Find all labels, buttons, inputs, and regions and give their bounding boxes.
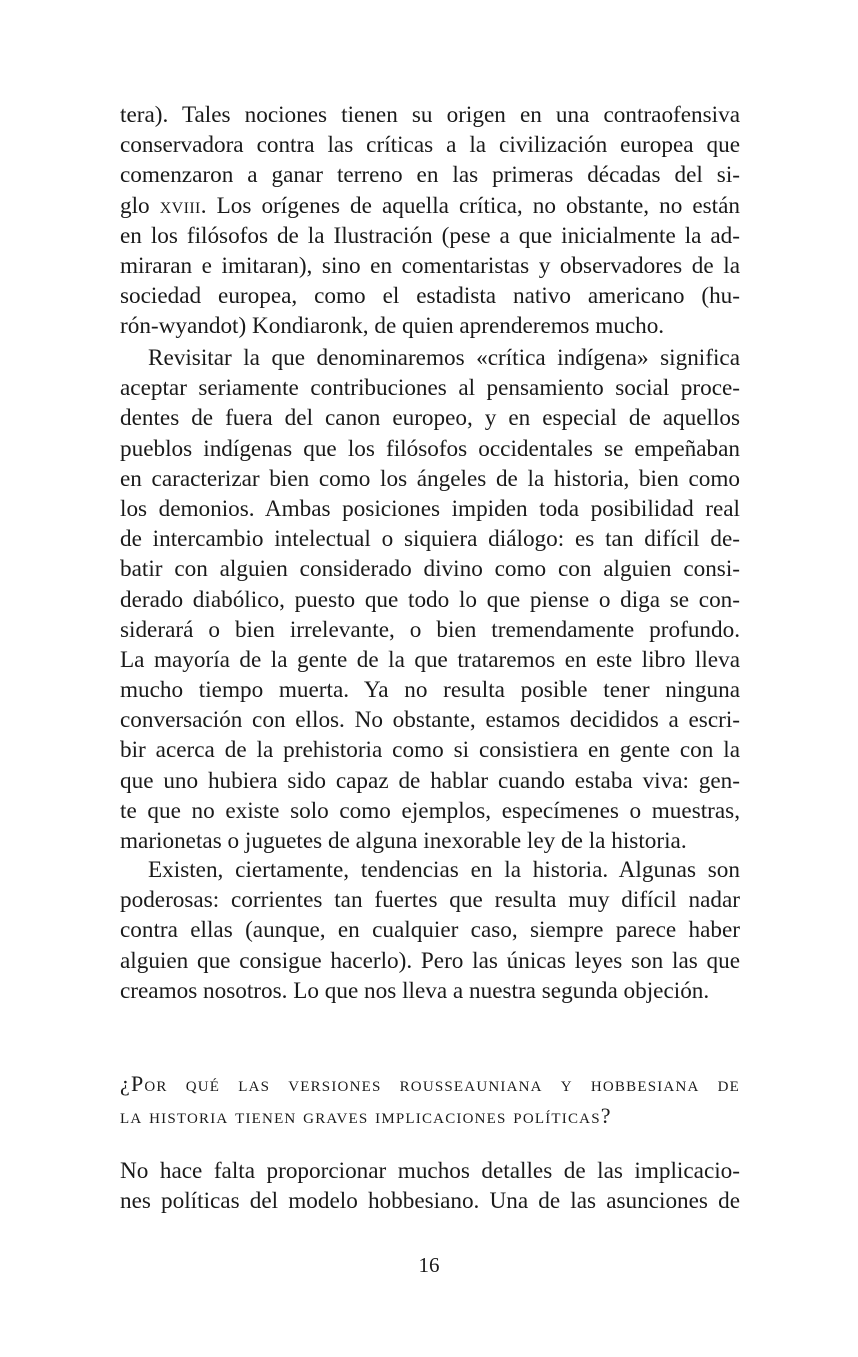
text-line: contra ellas (aunque, en cualquier caso, siempre parece haber xyxy=(120,917,740,944)
text-line: creamos nosotros. Lo que nos lleva a nuestra segunda objeción. xyxy=(120,977,710,1004)
text-line: sociedad europea, como el estadista nativo americano (hu- xyxy=(120,283,740,310)
paragraph xyxy=(120,343,740,856)
page-number: 16 xyxy=(418,1253,440,1277)
text-line: que uno hubiera sido capaz de hablar cuando estaba viva: gen- xyxy=(120,767,740,794)
text-line: te que no existe solo como ejemplos, especímenes o muestras, xyxy=(120,797,740,824)
text-line xyxy=(120,191,740,221)
text-line: bir acerca de la prehistoria como si consistiera en gente con la xyxy=(120,737,740,764)
paragraph-continuation xyxy=(120,100,740,342)
section-heading xyxy=(120,1068,740,1132)
text-line: miraran e imitaran), sino en comentaristas y observadores de la xyxy=(120,252,740,279)
text-line: pueblos indígenas que los filósofos occidentales se empeñaban xyxy=(120,435,740,462)
text-line: No hace falta proporcionar muchos detalles de las implicacio- xyxy=(120,1158,740,1184)
paragraph xyxy=(120,855,740,1006)
text-segment: . Los orígenes de aquella crítica, no obstante, no están xyxy=(200,192,740,219)
text-line: derado diabólico, puesto que todo lo que piense o diga se con- xyxy=(120,586,740,613)
text-line: en caracterizar bien como los ángeles de la historia, bien como xyxy=(120,465,740,492)
heading-line: la historia tienen graves implicaciones políticas? xyxy=(120,1103,612,1128)
text-line: batir con alguien considerado divino como con alguien consi- xyxy=(120,556,740,583)
text-line: aceptar seriamente contribuciones al pensamiento social proce- xyxy=(120,375,740,402)
text-line: dentes de fuera del canon europeo, y en especial de aquellos xyxy=(120,405,740,432)
text-line: marionetas o juguetes de alguna inexorable ley de la historia. xyxy=(120,828,687,854)
text-line: siderará o bien irrelevante, o bien tremendamente profundo. xyxy=(120,616,740,643)
text-line: poderosas: corrientes tan fuertes que resulta muy difícil nadar xyxy=(120,887,740,914)
text-line: Existen, ciertamente, tendencias en la historia. Algunas son xyxy=(148,857,740,883)
text-line: tera). Tales nociones tienen su origen en una contraofensiva xyxy=(120,102,740,128)
text-segment: glo xyxy=(120,192,160,219)
heading-line: ¿Por qué las versiones rousseauniana y hobbesiana de xyxy=(120,1071,740,1096)
text-line: comenzaron a ganar terreno en las primeras décadas del si- xyxy=(120,162,740,189)
text-line: La mayoría de la gente de la que trataremos en este libro lleva xyxy=(120,646,740,673)
text-line: conversación con ellos. No obstante, estamos decididos a escri- xyxy=(120,707,740,734)
text-line: de intercambio intelectual o siquiera diálogo: es tan difícil de- xyxy=(120,526,740,553)
century-numeral: xviii xyxy=(159,192,201,219)
text-line: rón-wyandot) Kondiaronk, de quien aprenderemos mucho. xyxy=(120,313,665,340)
paragraph xyxy=(120,1156,740,1216)
text-line: los demonios. Ambas posiciones impiden toda posibilidad real xyxy=(120,495,740,522)
text-line: conservadora contra las críticas a la civilización europea que xyxy=(120,132,740,159)
text-line: Revisitar la que denominaremos «crítica indígena» significa xyxy=(148,345,740,371)
text-line: mucho tiempo muerta. Ya no resulta posible tener ninguna xyxy=(120,677,740,704)
text-line: nes políticas del modelo hobbesiano. Una de las asunciones de xyxy=(120,1188,740,1215)
text-line: alguien que consigue hacerlo). Pero las únicas leyes son las que xyxy=(120,947,740,974)
text-line: en los filósofos de la Ilustración (pese a que inicialmente la ad- xyxy=(120,222,740,249)
